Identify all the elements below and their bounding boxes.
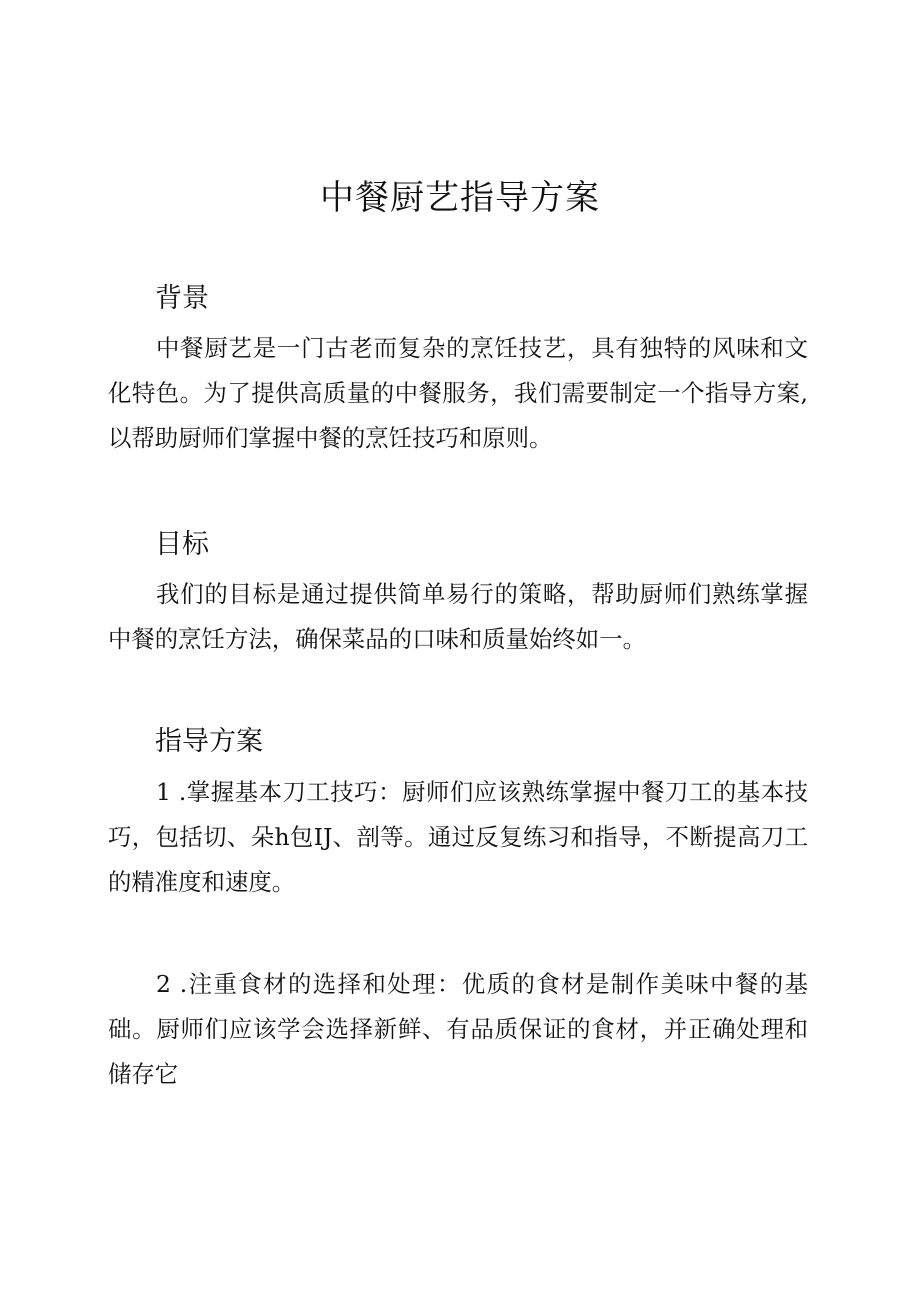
section-heading-background: 背景 (155, 283, 209, 314)
plan-item-ingredients: 2 .注重食材的选择和处理：优质的食材是制作美味中餐的基础。厨师们应该学会选择新鲜、有品质保证的食材，并正确处理和储存它 (108, 970, 808, 1088)
goal-paragraph: 我们的目标是通过提供简单易行的策略，帮助厨师们熟练掌握中餐的烹饪方法，确保菜品的口味和质量始终如一。 (108, 580, 808, 653)
plan-item-knife-skills: 1 .掌握基本刀工技巧：厨师们应该熟练掌握中餐刀工的基本技巧，包括切、朵h包IJ、剖等。通过反复练习和指导，不断提高刀工的精准度和速度。 (108, 778, 808, 896)
background-paragraph: 中餐厨艺是一门古老而复杂的烹饪技艺，具有独特的风味和文化特色。为了提供高质量的中餐服务，我们需要制定一个指导方案,以帮助厨师们掌握中餐的烹饪技巧和原则。 (108, 334, 808, 452)
section-heading-plan: 指导方案 (155, 726, 263, 757)
document-title: 中餐厨艺指导方案 (320, 178, 600, 218)
section-heading-goal: 目标 (155, 529, 209, 560)
